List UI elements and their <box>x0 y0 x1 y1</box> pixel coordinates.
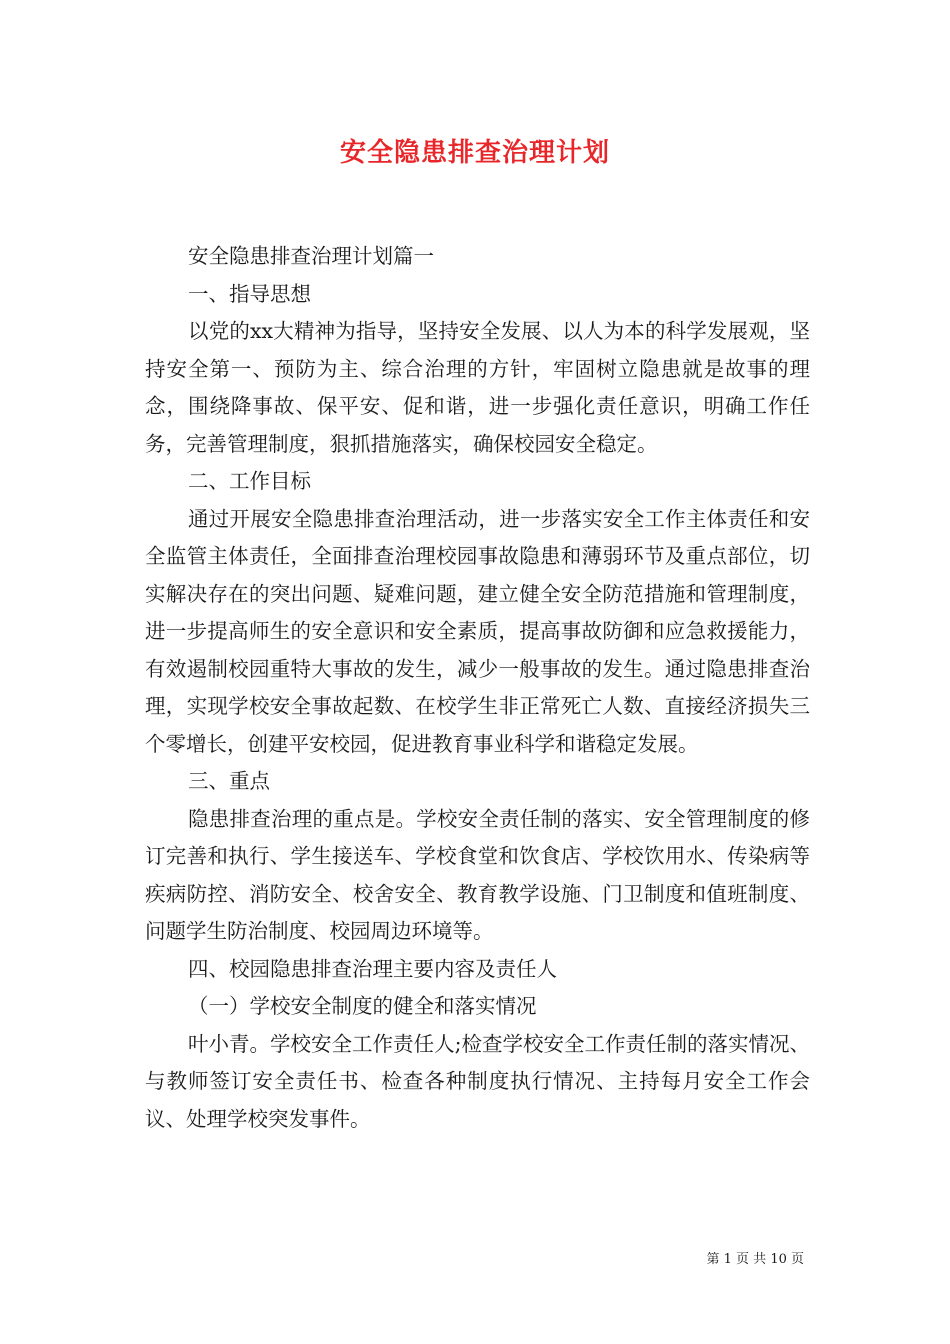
section-2-heading: 二、工作目标 <box>188 469 312 493</box>
document-title: 安全隐患排查治理计划 <box>339 138 610 168</box>
section-4-sub1-paragraph: 叶小青。学校安全工作责任人;检查学校安全工作责任制的落实情况、与教师签订安全责任书、检查各种制度执行情况、主持每月安全工作会议、处理学校突发事件。 <box>145 1031 810 1131</box>
section-3-heading: 三、重点 <box>188 769 271 793</box>
section-2-paragraph: 通过开展安全隐患排查治理活动，进一步落实安全工作主体责任和安全监管主体责任，全面排查治理校园事故隐患和薄弱环节及重点部位，切实解决存在的突出问题、疑难问题，建立健全安全防范措施和管理制度，进一步提高师生的安全意识和安全素质，提高事故防御和应急救援能力，有效遏制校园重特大事故的发生，减少一般事故的发生。通过隐患排查治理，实现学校安全事故起数、在校学生非正常死亡人数、直接经济损失三个零增长，创建平安校园，促进教育事业科学和谐稳定发展。 <box>145 506 810 756</box>
section-4-heading: 四、校园隐患排查治理主要内容及责任人 <box>188 956 558 981</box>
document-body <box>145 238 810 1138</box>
section-1-heading: 一、指导思想 <box>188 281 312 306</box>
document-subtitle: 安全隐患排查治理计划篇一 <box>188 244 435 268</box>
section-3-paragraph: 隐患排查治理的重点是。学校安全责任制的落实、安全管理制度的修订完善和执行、学生接送车、学校食堂和饮食店、学校饮用水、传染病等疾病防控、消防安全、校舍安全、教育教学设施、门卫制度和值班制度、问题学生防治制度、校园周边环境等。 <box>145 806 810 943</box>
section-1-paragraph: 以党的xx大精神为指导，坚持安全发展、以人为本的科学发展观，坚持安全第一、预防为主、综合治理的方针，牢固树立隐患就是故事的理念，围绕降事故、保平安、促和谐，进一步强化责任意识，明确工作任务，完善管理制度，狠抓措施落实，确保校园安全稳定。 <box>145 319 810 456</box>
page-number: 第 1 页 共 10 页 <box>706 1252 804 1267</box>
section-4-sub1-heading: （一）学校安全制度的健全和落实情况 <box>188 994 537 1018</box>
